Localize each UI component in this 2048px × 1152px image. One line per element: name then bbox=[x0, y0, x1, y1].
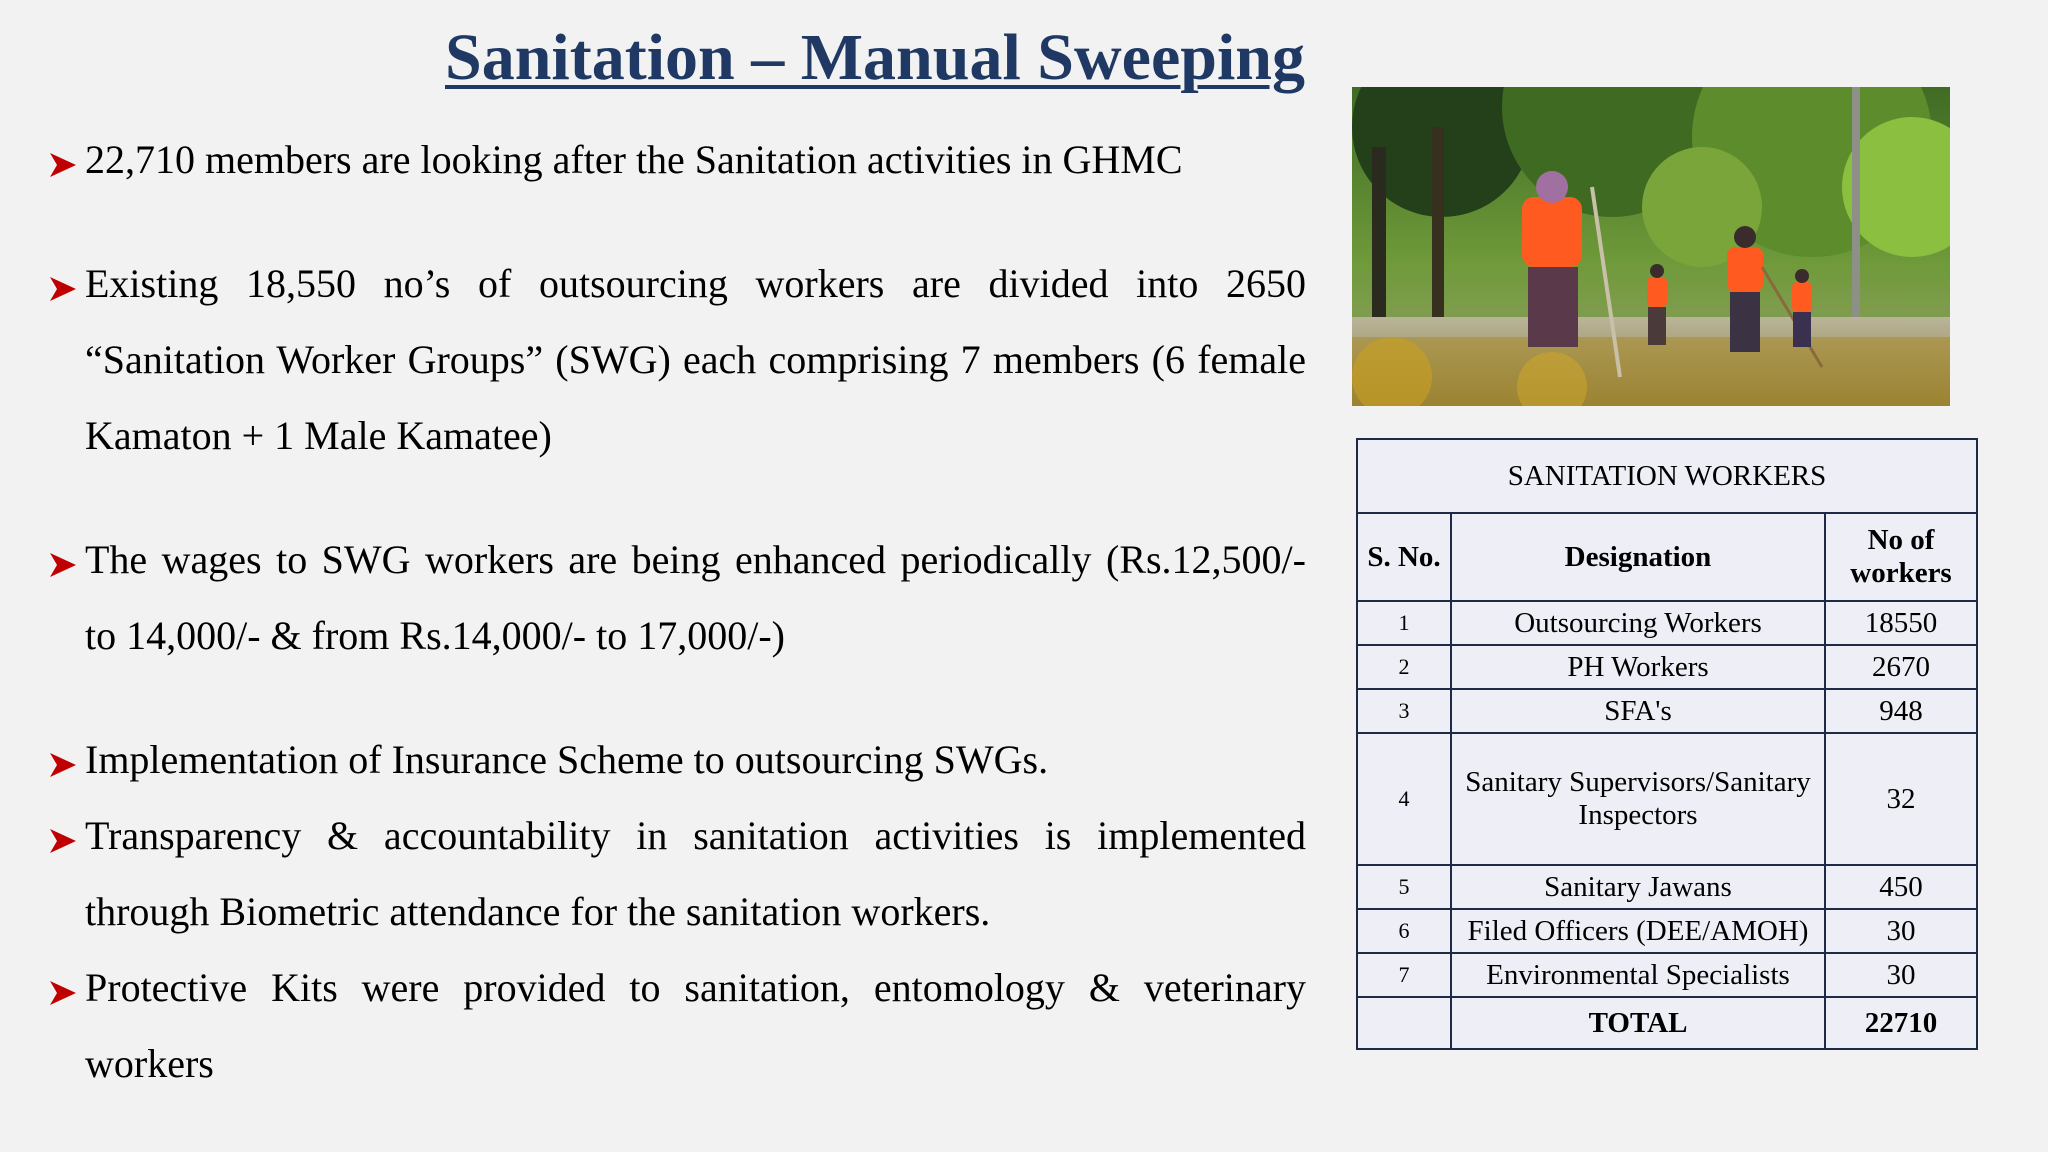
sanitation-workers-photo bbox=[1352, 87, 1950, 406]
cell-count: 30 bbox=[1825, 909, 1977, 953]
table-total-row bbox=[1357, 997, 1977, 1049]
sanitation-workers-table bbox=[1356, 438, 1978, 1050]
table-row bbox=[1357, 909, 1977, 953]
cell-count: 2670 bbox=[1825, 645, 1977, 689]
total-label: TOTAL bbox=[1451, 997, 1825, 1049]
table-row bbox=[1357, 953, 1977, 997]
cell-count: 18550 bbox=[1825, 601, 1977, 645]
cell-sno: 4 bbox=[1357, 733, 1451, 865]
arrow-bullet-icon bbox=[48, 826, 78, 856]
bullet-text: Protective Kits were provided to sanitation, entomology & veterinary workers bbox=[85, 965, 1306, 1086]
bullet-item bbox=[44, 950, 1306, 1102]
cell-count: 30 bbox=[1825, 953, 1977, 997]
table-row bbox=[1357, 645, 1977, 689]
cell-designation: Sanitary Supervisors/Sanitary Inspectors bbox=[1451, 733, 1825, 865]
arrow-bullet-icon bbox=[48, 750, 78, 780]
bullet-text: Existing 18,550 no’s of outsourcing workers are divided into 2650 “Sanitation Worker Groups” (SWG) each comprising 7 members (6 female Kamaton + 1 Male Kamatee) bbox=[85, 261, 1306, 458]
cell-sno: 2 bbox=[1357, 645, 1451, 689]
bullet-item bbox=[44, 798, 1306, 950]
table-row bbox=[1357, 865, 1977, 909]
cell-designation: PH Workers bbox=[1451, 645, 1825, 689]
bullet-text: The wages to SWG workers are being enhanced periodically (Rs.12,500/- to 14,000/- & from Rs.14,000/- to 17,000/-) bbox=[85, 537, 1306, 658]
cell-sno: 1 bbox=[1357, 601, 1451, 645]
arrow-bullet-icon bbox=[48, 978, 78, 1008]
arrow-bullet-icon bbox=[48, 274, 78, 304]
bullet-text: 22,710 members are looking after the Sanitation activities in GHMC bbox=[85, 137, 1183, 182]
header-designation: Designation bbox=[1451, 513, 1825, 601]
bullet-item bbox=[44, 122, 1306, 198]
bullet-item bbox=[44, 246, 1306, 474]
cell-sno-empty bbox=[1357, 997, 1451, 1049]
bullet-text: Transparency & accountability in sanitation activities is implemented through Biometric attendance for the sanitation workers. bbox=[85, 813, 1306, 934]
table-row bbox=[1357, 601, 1977, 645]
table-caption: SANITATION WORKERS bbox=[1357, 439, 1977, 513]
cell-count: 32 bbox=[1825, 733, 1977, 865]
cell-designation: Environmental Specialists bbox=[1451, 953, 1825, 997]
cell-sno: 6 bbox=[1357, 909, 1451, 953]
slide-title: Sanitation – Manual Sweeping bbox=[445, 21, 1305, 94]
cell-designation: Outsourcing Workers bbox=[1451, 601, 1825, 645]
cell-sno: 3 bbox=[1357, 689, 1451, 733]
bullet-text: Implementation of Insurance Scheme to outsourcing SWGs. bbox=[85, 737, 1049, 782]
bullet-item bbox=[44, 522, 1306, 674]
cell-designation: SFA's bbox=[1451, 689, 1825, 733]
header-count: No of workers bbox=[1825, 513, 1977, 601]
total-count: 22710 bbox=[1825, 997, 1977, 1049]
bullet-list bbox=[44, 122, 1306, 1102]
cell-sno: 5 bbox=[1357, 865, 1451, 909]
table-row bbox=[1357, 733, 1977, 865]
bullet-item bbox=[44, 722, 1306, 798]
arrow-bullet-icon bbox=[48, 150, 78, 180]
cell-count: 948 bbox=[1825, 689, 1977, 733]
cell-designation: Filed Officers (DEE/AMOH) bbox=[1451, 909, 1825, 953]
cell-designation: Sanitary Jawans bbox=[1451, 865, 1825, 909]
table-row bbox=[1357, 689, 1977, 733]
header-sno: S. No. bbox=[1357, 513, 1451, 601]
cell-sno: 7 bbox=[1357, 953, 1451, 997]
cell-count: 450 bbox=[1825, 865, 1977, 909]
arrow-bullet-icon bbox=[48, 550, 78, 580]
